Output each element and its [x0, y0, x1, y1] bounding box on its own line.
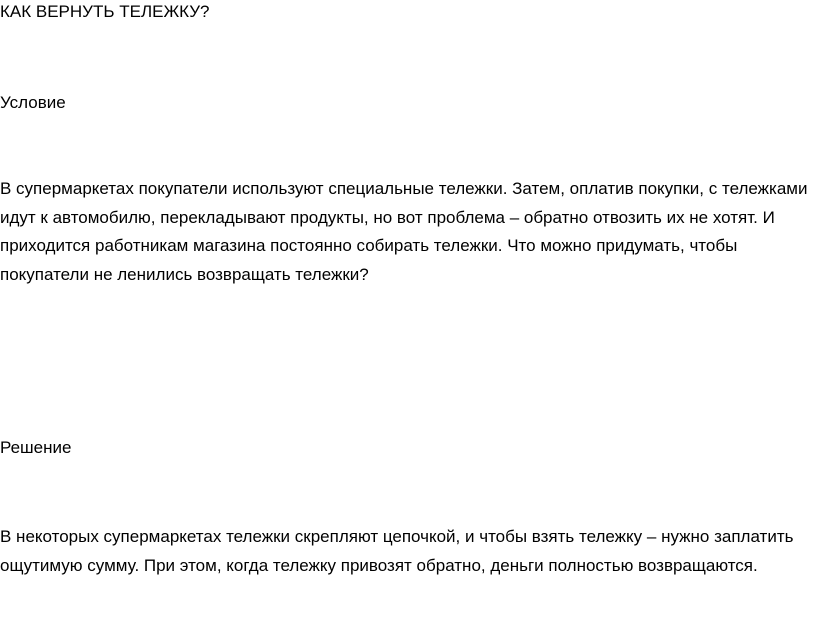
solution-paragraph: В некоторых супермаркетах тележки скрепляют цепочкой, и чтобы взять тележку – нужно заплатить ощутимую сумму. При этом, когда тележку привозят обратно, деньги полностью возвращаются.: [0, 527, 794, 575]
condition-paragraph: В супермаркетах покупатели используют специальные тележки. Затем, оплатив покупки, с тележками идут к автомобилю, перекладывают продукты, но вот проблема – обратно отвозить их не хотят. И приходится работникам магазина постоянно собирать тележки. Что можно придумать, чтобы покупатели не ленились возвращать тележки?: [0, 179, 808, 284]
page-title: КАК ВЕРНУТЬ ТЕЛЕЖКУ?: [0, 2, 210, 21]
solution-heading: Решение: [0, 438, 72, 457]
condition-heading: Условие: [0, 93, 66, 112]
